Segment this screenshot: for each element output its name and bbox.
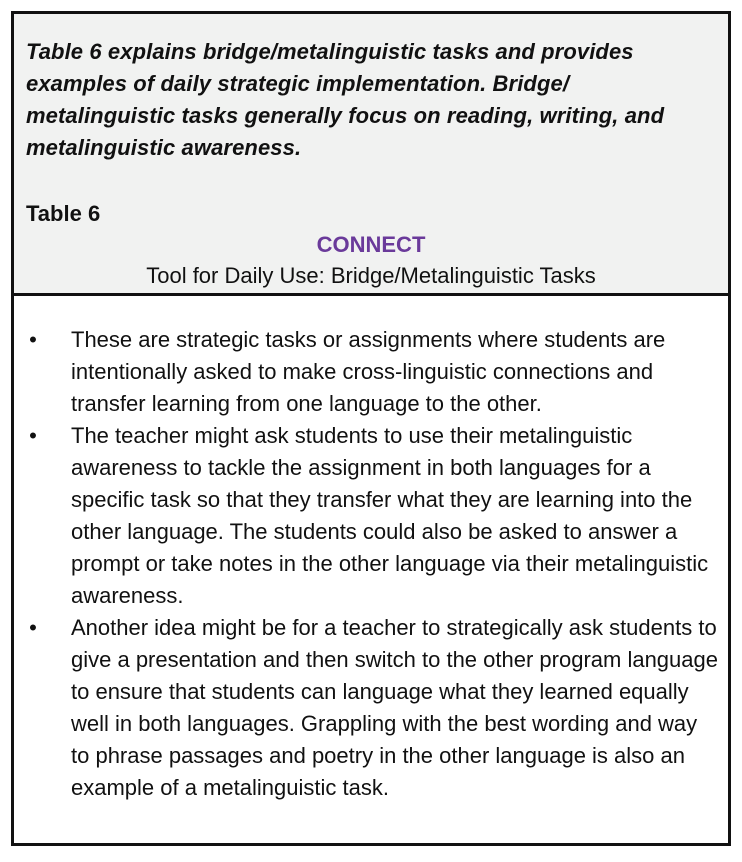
intro-paragraph: Table 6 explains bridge/metalinguistic tasks and provides examples of daily strategic implementation. Bridge/ metalinguistic tasks generally focus on reading, writing, and metalinguistic awareness. <box>26 39 665 160</box>
bullet-text: The teacher might ask students to use their metalinguistic awareness to tackle the assignment in both languages for a specific task so that they transfer what they are learning into the other language. The students could also be asked to answer a prompt or take notes in the other language via their metalinguistic awareness. <box>71 423 709 608</box>
bullet-marker: • <box>29 615 37 640</box>
table-header <box>14 14 728 296</box>
bullet-text: Another idea might be for a teacher to strategically ask students to give a presentation and then switch to the other program language to ensure that students can language what they learned equally well in both languages. Grappling with the best wording and way to phrase passages and poetry in the other language is also an example of a metalinguistic task. <box>71 615 718 800</box>
table-title: CONNECT <box>316 232 426 257</box>
table-subtitle: Tool for Daily Use: Bridge/Metalinguistic Tasks <box>146 263 596 288</box>
bullet-item <box>14 612 728 804</box>
bullet-item <box>14 324 728 420</box>
bullet-text: These are strategic tasks or assignments where students are intentionally asked to make cross-linguistic connections and transfer learning from one language to the other. <box>71 327 666 416</box>
bullet-list <box>14 324 728 804</box>
bullet-item <box>14 420 728 612</box>
bullet-marker: • <box>29 423 37 448</box>
table-frame <box>11 11 731 846</box>
table-label: Table 6 <box>26 201 101 226</box>
bullet-marker: • <box>29 327 37 352</box>
